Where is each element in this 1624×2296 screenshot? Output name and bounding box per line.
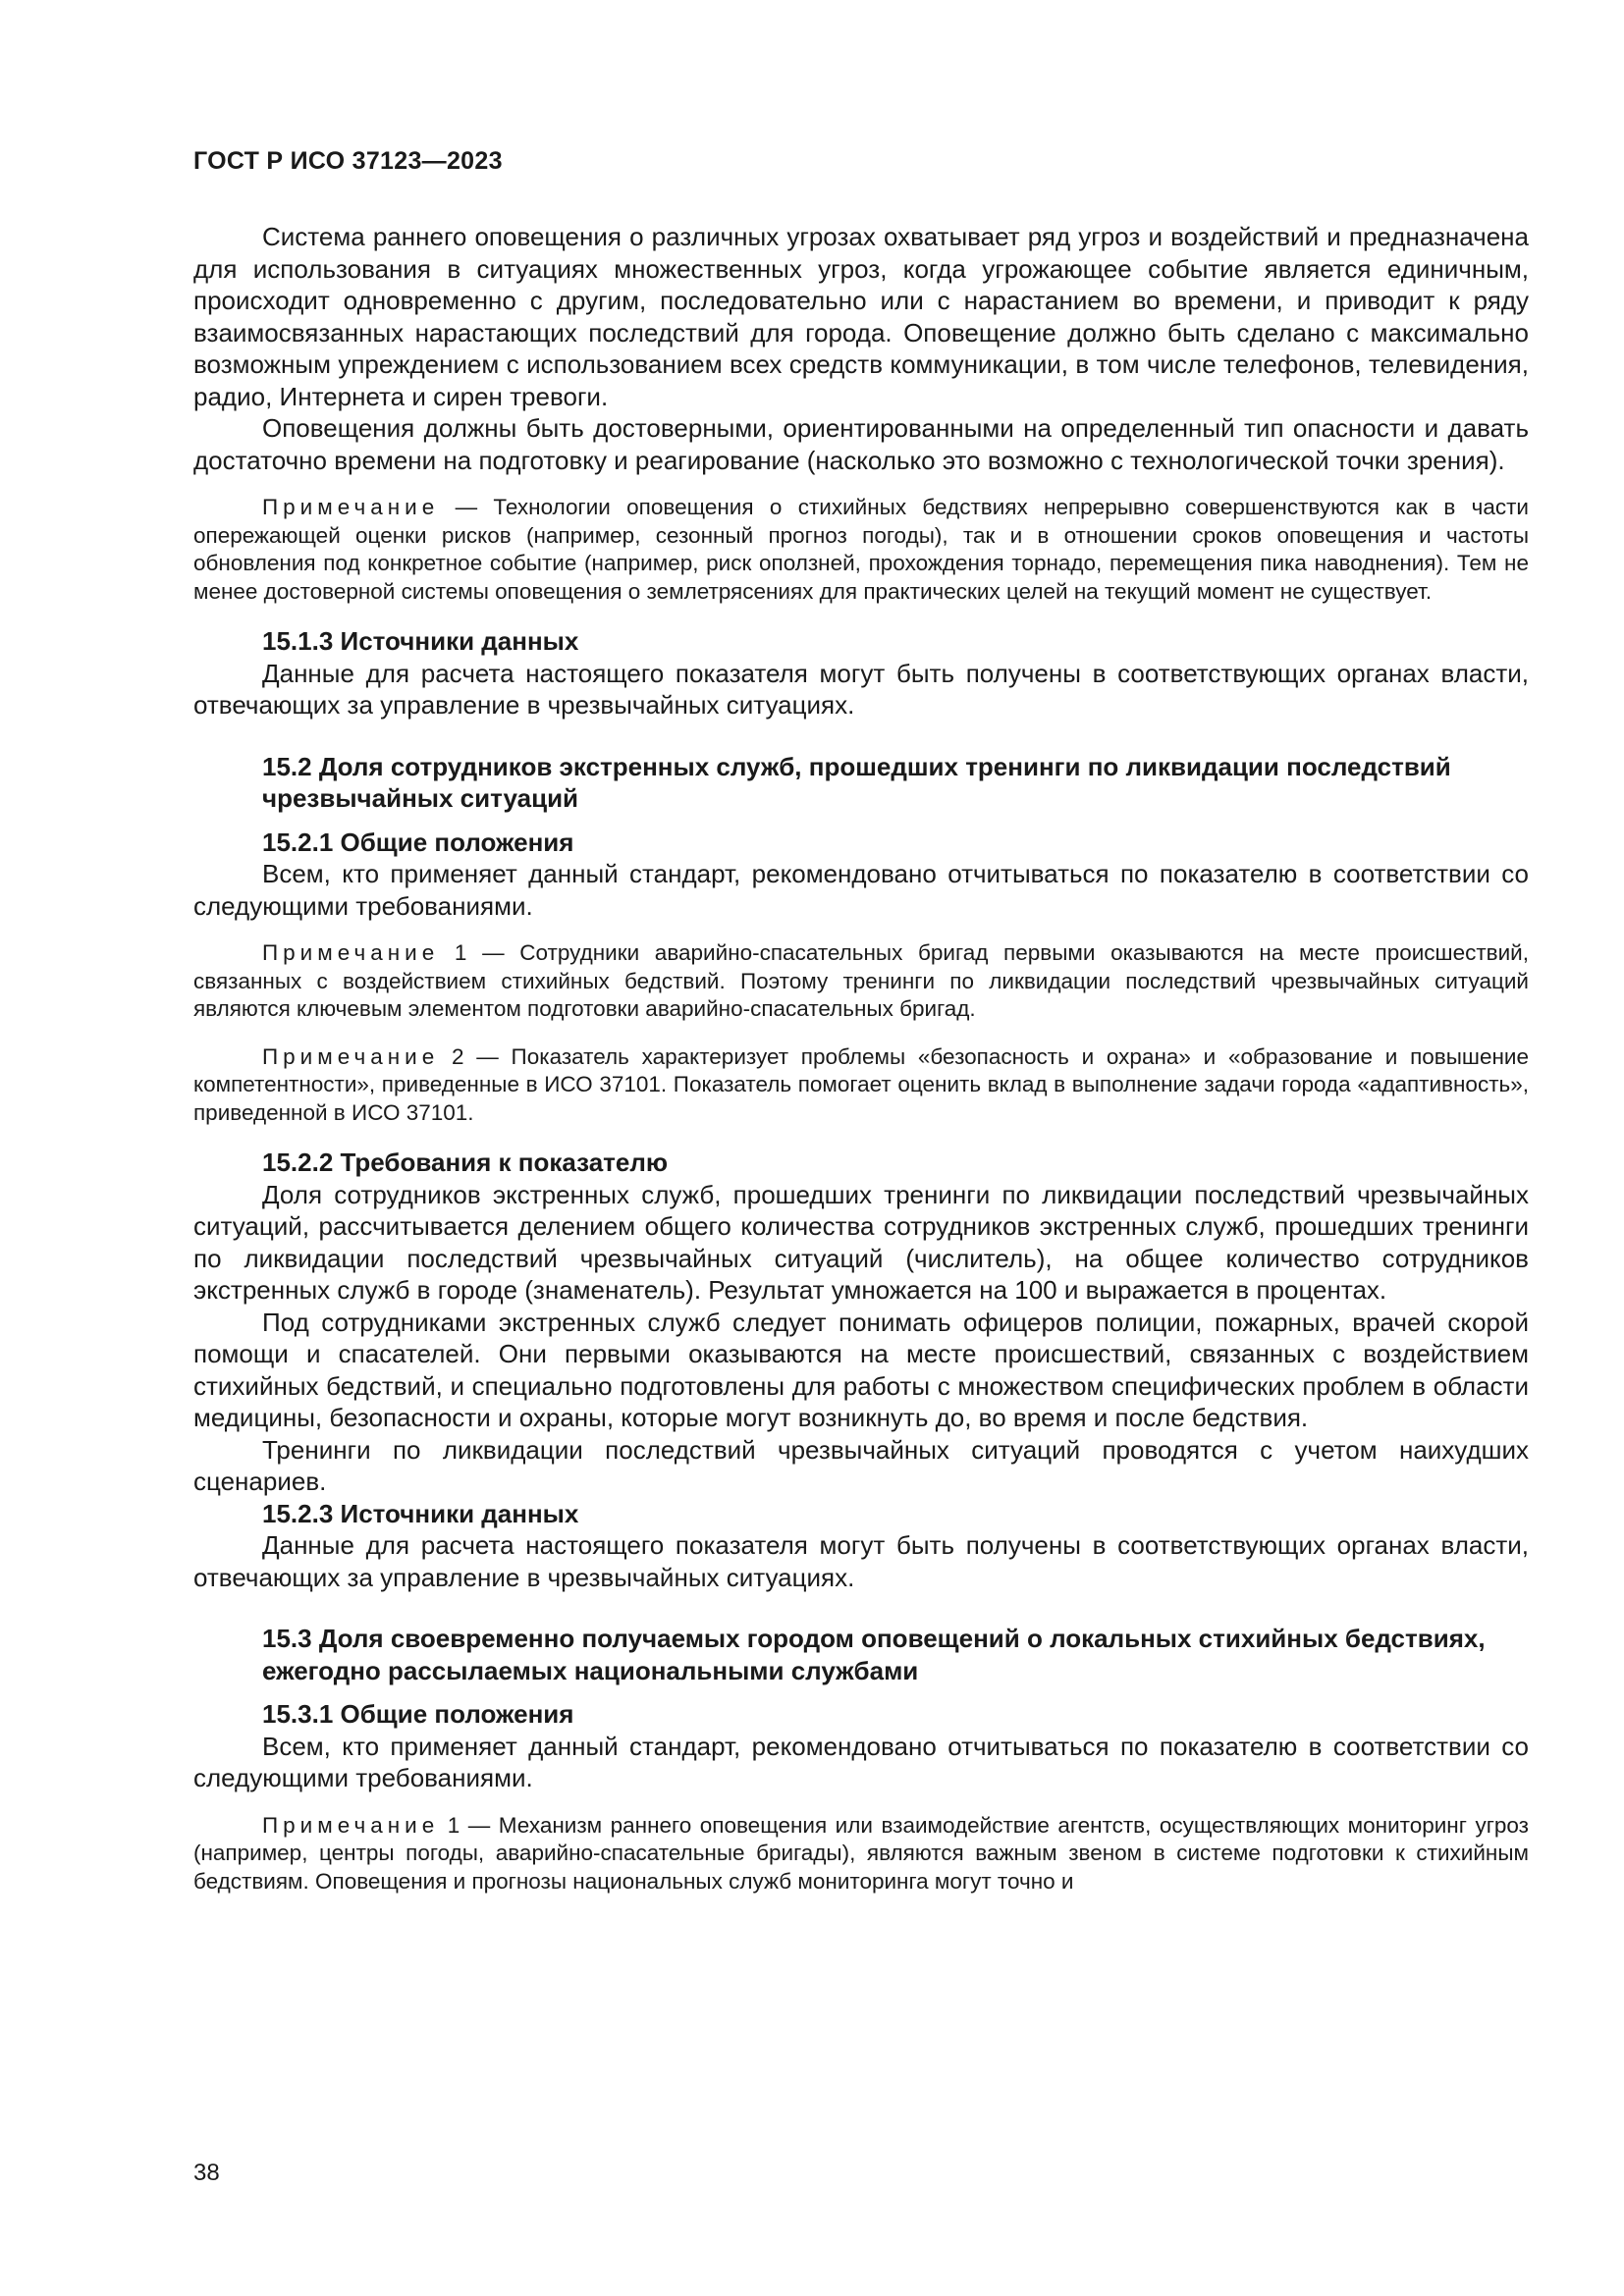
note-text: 1 — Механизм раннего оповещения или взаимодействие агентств, осуществляющих мониторинг угроз (например, центры погоды, аварийно-спасательные бригады), являются важным звеном в системе подготовки к стихийным бедствиям. Оповещения и прогнозы национальных служб мониторинга могут точно и: [193, 1812, 1529, 1894]
subsection-heading: 15.3.1 Общие положения: [262, 1699, 574, 1729]
note-label: Примечание: [262, 1812, 440, 1838]
paragraph: Данные для расчета настоящего показателя могут быть получены в соответствующих органах власти, отвечающих за управление в чрезвычайных ситуациях.: [193, 658, 1529, 720]
note: [193, 1043, 1529, 1128]
section-heading: 15.3 Доля своевременно получаемых городом оповещений о локальных стихийных бедствиях, ежегодно рассылаемых национальными службами: [262, 1624, 1486, 1685]
paragraph: Под сотрудниками экстренных служб следует понимать офицеров полиции, пожарных, врачей скорой помощи и спасателей. Они первыми оказываются на месте происшествий, связанных с воздействием стихийных бедствий, и специально подготовлены для работы с множеством специфических проблем в области медицины, безопасности и охраны, которые могут возникнуть до, во время и после бедствия.: [193, 1307, 1529, 1432]
note: [193, 1812, 1529, 1896]
paragraph: Всем, кто применяет данный стандарт, рекомендовано отчитываться по показателю в соответствии со следующими требованиями.: [193, 1731, 1529, 1792]
paragraph: Тренинги по ликвидации последствий чрезвычайных ситуаций проводятся с учетом наихудших сценариев.: [193, 1434, 1529, 1496]
document-header: ГОСТ Р ИСО 37123—2023: [193, 147, 503, 175]
note-text: — Технологии оповещения о стихийных бедствиях непрерывно совершенствуются как в части опережающей оценки рисков (например, сезонный прогноз погоды), так и в отношении сроков оповещения и частоты обновления под конкретное событие (например, риск оползней, прохождения торнадо, перемещения пика наводнения). Тем не менее достоверной системы оповещения о землетрясениях для практических целей на текущий момент не существует.: [193, 495, 1529, 604]
note-label: Примечание: [262, 940, 440, 965]
subsection-heading: 15.1.3 Источники данных: [262, 626, 579, 656]
paragraph: Система раннего оповещения о различных угрозах охватывает ряд угроз и воздействий и предназначена для использования в ситуациях множественных угроз, когда угрожающее событие является единичным, происходит одновременно с другим, последовательно или с нарастанием во времени, и приводит к ряду взаимосвязанных нарастающих последствий для города. Оповещение должно быть сделано с максимально возможным упреждением с использованием всех средств коммуникации, в том числе телефонов, телевидения, радио, Интернета и сирен тревоги.: [193, 222, 1529, 411]
note-text: 2 — Показатель характеризует проблемы «безопасность и охрана» и «образование и повышение компетентности», приведенные в ИСО 37101. Показатель помогает оценить вклад в выполнение задачи города «адаптивность», приведенной в ИСО 37101.: [193, 1043, 1529, 1125]
paragraph: Оповещения должны быть достоверными, ориентированными на определенный тип опасности и давать достаточно времени на подготовку и реагирование (насколько это возможно с технологической точки зрения).: [193, 413, 1529, 475]
note: [193, 939, 1529, 1024]
subsection-heading: 15.2.3 Источники данных: [262, 1498, 579, 1528]
subsection-heading: 15.2.1 Общие положения: [262, 827, 574, 857]
document-body: [193, 221, 1529, 1915]
page-number: 38: [193, 2160, 220, 2186]
note: [193, 494, 1529, 606]
subsection-heading: 15.2.2 Требования к показателю: [262, 1148, 669, 1177]
section-heading: 15.2 Доля сотрудников экстренных служб, прошедших тренинги по ликвидации последствий чрезвычайных ситуаций: [262, 751, 1451, 813]
note-text: 1 — Сотрудники аварийно-спасательных бригад первыми оказываются на месте происшествий, связанных с воздействием стихийных бедствий. Поэтому тренинги по ликвидации последствий чрезвычайных ситуаций являются ключевым элементом подготовки аварийно-спасательных бригад.: [193, 940, 1529, 1021]
paragraph: Данные для расчета настоящего показателя могут быть получены в соответствующих органах власти, отвечающих за управление в чрезвычайных ситуациях.: [193, 1530, 1529, 1592]
paragraph: Доля сотрудников экстренных служб, прошедших тренинги по ликвидации последствий чрезвычайных ситуаций, рассчитывается делением общего количества сотрудников экстренных служб, прошедших тренинги по ликвидации последствий чрезвычайных ситуаций (числитель), на общее количество сотрудников экстренных служб в городе (знаменатель). Результат умножается на 100 и выражается в процентах.: [193, 1179, 1529, 1305]
paragraph: Всем, кто применяет данный стандарт, рекомендовано отчитываться по показателю в соответствии со следующими требованиями.: [193, 859, 1529, 921]
note-label: Примечание: [262, 495, 440, 519]
note-label: Примечание: [262, 1043, 440, 1069]
